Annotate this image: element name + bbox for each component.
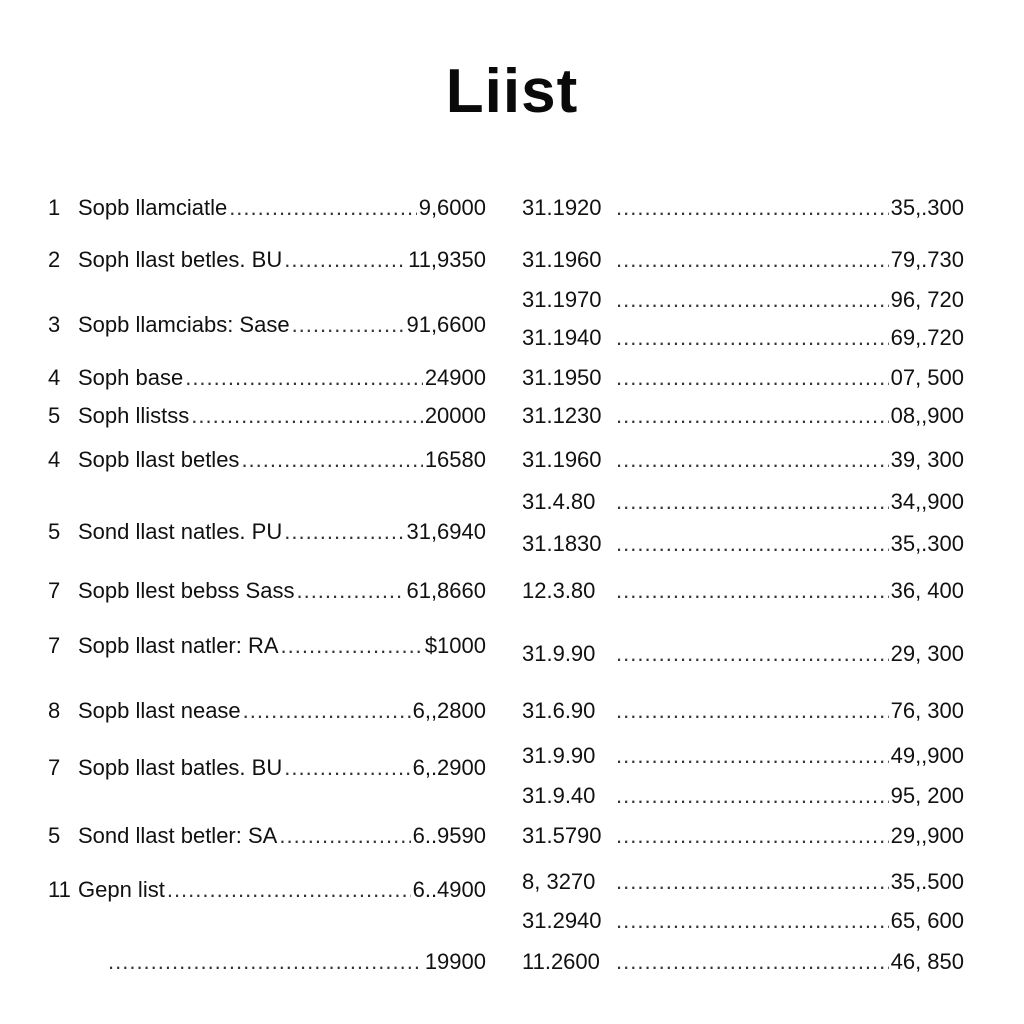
item-code: 31.1920 [522, 195, 602, 220]
item-name: Sopb llast natler: RA [78, 633, 279, 658]
dot-leader [167, 876, 411, 904]
item-name: Soph llast betles. BU [78, 247, 283, 272]
item-code: 31.9.90 [522, 743, 596, 768]
item-code: 31.1830 [522, 531, 602, 556]
dot-leader [616, 822, 889, 850]
dot-leader [191, 402, 423, 430]
list-item [522, 640, 964, 668]
item-number: 5 [48, 519, 61, 544]
item-code: 31.1960 [522, 447, 602, 472]
item-name: Sond llast natles. PU [78, 519, 283, 544]
item-code: 31.4.80 [522, 489, 596, 514]
item-value: 96, 720 [890, 287, 964, 312]
item-name: Sopb llamciatle [78, 195, 228, 220]
dot-leader [616, 364, 889, 392]
dot-leader [284, 754, 410, 782]
dot-leader [616, 742, 889, 770]
dot-leader [616, 446, 889, 474]
item-value: 6..4900 [412, 877, 486, 902]
list-item [522, 324, 964, 352]
item-code: 12.3.80 [522, 578, 596, 603]
item-number: 7 [48, 755, 61, 780]
item-number: 7 [48, 633, 61, 658]
dot-leader [281, 632, 423, 660]
dot-leader [616, 697, 889, 725]
dot-leader [616, 782, 889, 810]
list-item [48, 364, 486, 392]
item-code: 31.1230 [522, 403, 602, 428]
dot-leader [616, 488, 889, 516]
item-value: 35,.500 [890, 869, 964, 894]
item-value: 29,,900 [890, 823, 964, 848]
item-value: 20000 [424, 403, 486, 428]
list-item [48, 822, 486, 850]
item-value: 35,.300 [890, 531, 964, 556]
item-code: 31.9.40 [522, 783, 596, 808]
item-value: 95, 200 [890, 783, 964, 808]
item-number: 5 [48, 823, 61, 848]
list-item [522, 402, 964, 430]
list-item [522, 868, 964, 896]
dot-leader [616, 530, 889, 558]
item-value: 79,.730 [890, 247, 964, 272]
item-code: 31.1940 [522, 325, 602, 350]
item-value: 61,8660 [406, 578, 486, 603]
item-value: 6,.2900 [412, 755, 486, 780]
dot-leader [616, 402, 889, 430]
item-value: 46, 850 [890, 949, 964, 974]
item-value: $1000 [424, 633, 486, 658]
dot-leader [284, 246, 406, 274]
dot-leader [279, 822, 410, 850]
item-number: 3 [48, 312, 61, 337]
item-value: 39, 300 [890, 447, 964, 472]
item-code: 31.1960 [522, 247, 602, 272]
item-code: 8, 3270 [522, 869, 596, 894]
item-value: 07, 500 [890, 365, 964, 390]
item-number: 4 [48, 447, 61, 472]
item-name: Sopb llest bebss Sass [78, 578, 295, 603]
list-item [522, 697, 964, 725]
dot-leader [241, 446, 422, 474]
item-value: 35,.300 [890, 195, 964, 220]
list-item [48, 948, 486, 976]
item-value: 65, 600 [890, 908, 964, 933]
item-name: Sopb llamciabs: Sase [78, 312, 290, 337]
item-name: Soph base [78, 365, 184, 390]
item-value: 24900 [424, 365, 486, 390]
list-item [48, 577, 486, 605]
list-item [522, 577, 964, 605]
item-value: 69,.720 [890, 325, 964, 350]
dot-leader [284, 518, 404, 546]
item-code: 11.2600 [522, 949, 600, 974]
item-code: 31.6.90 [522, 698, 596, 723]
dot-leader [616, 246, 889, 274]
list-item [522, 530, 964, 558]
list-item [522, 822, 964, 850]
item-name: Sond llast betler: SA [78, 823, 278, 848]
item-name: Sopb llast nease [78, 698, 241, 723]
dot-leader [616, 194, 889, 222]
dot-leader [616, 286, 889, 314]
list-item [522, 948, 964, 976]
item-value: 76, 300 [890, 698, 964, 723]
item-number: 8 [48, 698, 61, 723]
dot-leader [185, 364, 423, 392]
dot-leader [616, 907, 889, 935]
list-item [522, 194, 964, 222]
list-item [522, 364, 964, 392]
list-item [48, 697, 486, 725]
list-item [48, 876, 486, 904]
list-item [48, 194, 486, 222]
list-item [522, 446, 964, 474]
item-number: 1 [48, 195, 61, 220]
item-code: 31.5790 [522, 823, 602, 848]
list-item [522, 246, 964, 274]
item-value: 9,6000 [418, 195, 486, 220]
list-item [48, 754, 486, 782]
item-value: 08,,900 [890, 403, 964, 428]
item-value: 31,6940 [406, 519, 486, 544]
dot-leader [229, 194, 417, 222]
item-code: 31.1950 [522, 365, 602, 390]
item-value: 19900 [424, 949, 486, 974]
dot-leader [243, 697, 411, 725]
list-item [522, 742, 964, 770]
item-value: 36, 400 [890, 578, 964, 603]
list-item [48, 446, 486, 474]
dot-leader [292, 311, 405, 339]
dot-leader [616, 324, 889, 352]
item-number: 4 [48, 365, 61, 390]
item-value: 11,9350 [408, 247, 486, 272]
list-item [48, 632, 486, 660]
item-code: 31.2940 [522, 908, 602, 933]
item-value: 29, 300 [890, 641, 964, 666]
item-value: 49,,900 [890, 743, 964, 768]
dot-leader [108, 948, 423, 976]
list-item [522, 907, 964, 935]
item-value: 6,,2800 [412, 698, 486, 723]
dot-leader [296, 577, 404, 605]
page-title: Liist [445, 57, 579, 126]
item-code: 31.9.90 [522, 641, 596, 666]
list-item [48, 402, 486, 430]
item-name: Sopb llast betles [78, 447, 240, 472]
item-value: 16580 [424, 447, 486, 472]
item-code: 31.1970 [522, 287, 602, 312]
list-item [48, 311, 486, 339]
list-item [48, 246, 486, 274]
dot-leader [616, 868, 889, 896]
item-number: 5 [48, 403, 61, 428]
dot-leader [616, 577, 889, 605]
dot-leader [616, 640, 889, 668]
item-name: Sopb llast batles. BU [78, 755, 283, 780]
item-name: Gepn list [78, 877, 165, 902]
item-number: 11 [48, 877, 71, 902]
list-item [522, 488, 964, 516]
item-value: 34,,900 [890, 489, 964, 514]
item-value: 91,6600 [406, 312, 486, 337]
dot-leader [616, 948, 889, 976]
item-number: 2 [48, 247, 61, 272]
list-item [522, 782, 964, 810]
item-value: 6..9590 [412, 823, 486, 848]
list-item [522, 286, 964, 314]
list-item [48, 518, 486, 546]
item-name: Soph llistss [78, 403, 190, 428]
item-number: 7 [48, 578, 61, 603]
